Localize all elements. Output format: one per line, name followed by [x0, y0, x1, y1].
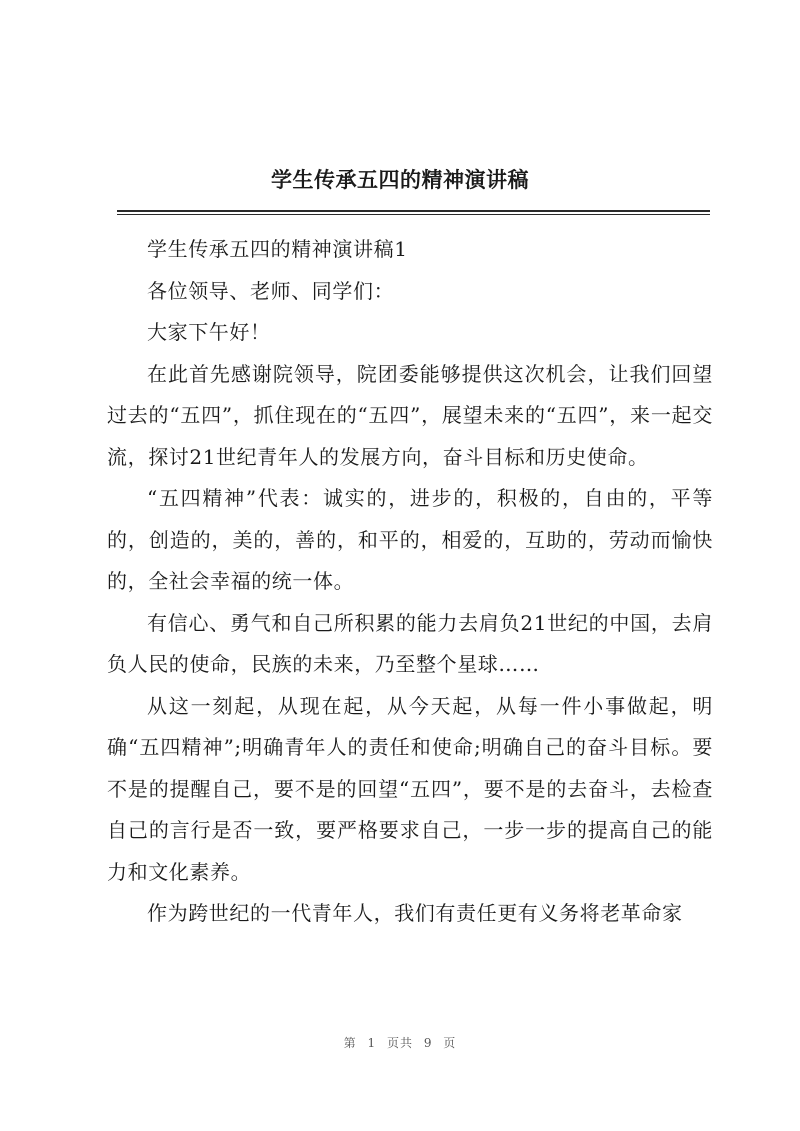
page-footer: [0, 1034, 800, 1051]
paragraph: 作为跨世纪的一代青年人，我们有责任更有义务将老革命家: [147, 901, 683, 925]
document-title: 学生传承五四的精神演讲稿: [271, 167, 529, 192]
footer-suffix: 页: [443, 1036, 457, 1050]
paragraph: 在此首先感谢院领导，院团委能够提供这次机会，让我们回望过去的“五四”，抓住现在的“五四”，展望未来的“五四”，来一起交流，探讨21世纪青年人的发展方向，奋斗目标和历史使命。: [107, 361, 713, 469]
footer-middle: 页共: [386, 1036, 413, 1050]
current-page-number: 1: [367, 1036, 377, 1050]
paragraph-salutation: 各位领导、老师、同学们：: [147, 278, 395, 303]
paragraph-subtitle: 学生传承五四的精神演讲稿1: [147, 237, 408, 261]
paragraph: “五四精神”代表：诚实的，进步的，积极的，自由的，平等的，创造的，美的，善的，和平的，相爱的，互助的，劳动而愉快的，全社会幸福的统一体。: [107, 486, 713, 593]
paragraph-greeting: 大家下午好！: [147, 320, 271, 344]
footer-prefix: 第: [343, 1036, 357, 1050]
total-pages-number: 9: [423, 1036, 433, 1050]
title-divider: [117, 210, 710, 212]
title-divider-thin: [117, 214, 710, 215]
document-body: [107, 229, 713, 935]
paragraph: 从这一刻起，从现在起，从今天起，从每一件小事做起，明确“五四精神”;明确青年人的责任和使命;明确自己的奋斗目标。要不是的提醒自己，要不是的回望“五四”，要不是的去奋斗，去检查自己的言行是否一致，要严格要求自己，一步一步的提高自己的能力和文化素养。: [107, 693, 713, 884]
paragraph: 有信心、勇气和自己所积累的能力去肩负21世纪的中国，去肩负人民的使命，民族的未来，乃至整个星球……: [107, 610, 713, 676]
